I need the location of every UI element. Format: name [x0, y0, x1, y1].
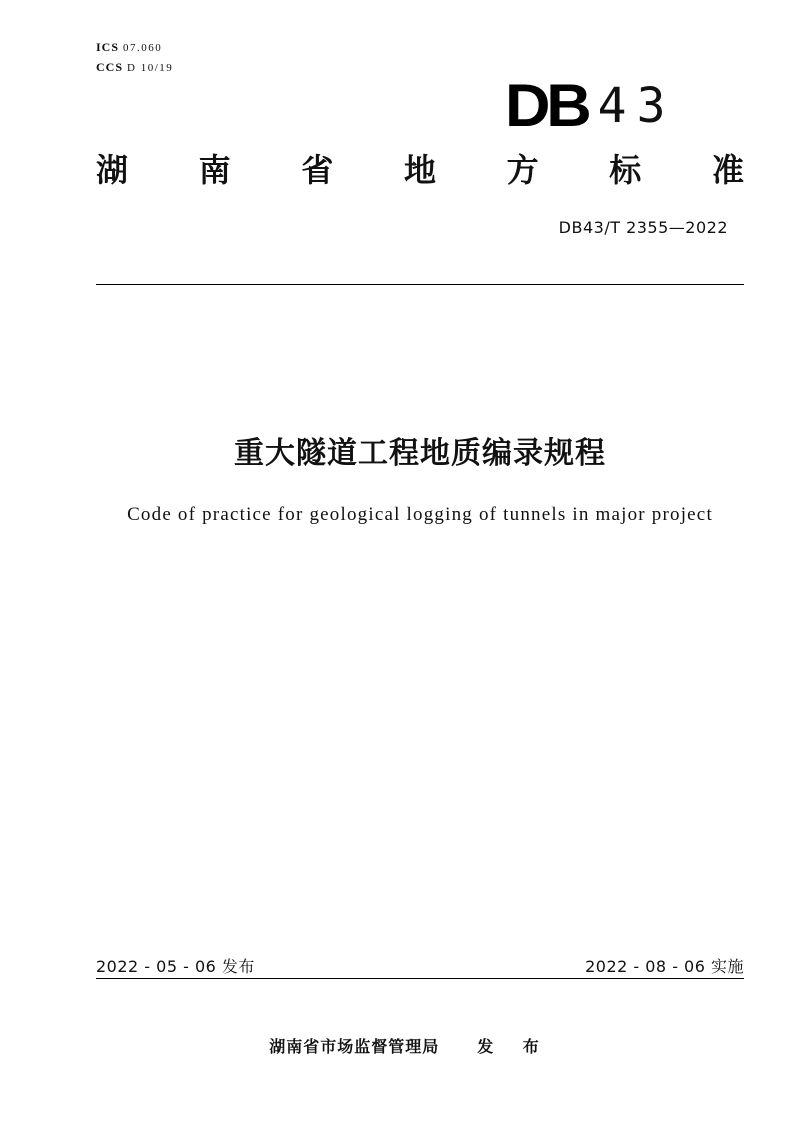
ics-value: 07.060: [123, 42, 163, 54]
db-logo: DB: [505, 72, 588, 139]
classification-codes: [96, 38, 173, 78]
issuer-name: 湖南省市场监督管理局: [269, 1037, 440, 1056]
standard-type-char: 标: [609, 151, 642, 189]
issue-date: 2022 - 05 - 06 发布: [96, 957, 255, 976]
db-logo-block: [505, 72, 676, 139]
title-chinese: 重大隧道工程地质编录规程: [234, 436, 606, 471]
top-divider: [96, 284, 744, 285]
standard-type-char: 省: [301, 151, 334, 189]
standard-type-char: 方: [506, 151, 539, 189]
db-province-number: 43: [597, 78, 676, 134]
standard-type-char: 湖: [96, 151, 129, 189]
standard-type-char: 准: [711, 151, 744, 189]
issuer-line: [0, 1034, 800, 1057]
ccs-key: CCS: [96, 60, 124, 74]
bottom-divider: [96, 978, 744, 979]
issuer-action: 发 布: [477, 1037, 551, 1056]
ics-line: [96, 38, 173, 58]
standard-type-char: 地: [403, 151, 436, 189]
standard-code: DB43/T 2355—2022: [558, 218, 728, 237]
ccs-value: D 10/19: [127, 62, 174, 74]
standard-type-char: 南: [198, 151, 231, 189]
ccs-line: [96, 58, 173, 78]
standard-type: [96, 148, 744, 192]
effective-date: 2022 - 08 - 06 实施: [585, 957, 744, 976]
title-english: Code of practice for geological logging of tunnels in major project: [127, 504, 713, 525]
ics-key: ICS: [96, 40, 120, 54]
